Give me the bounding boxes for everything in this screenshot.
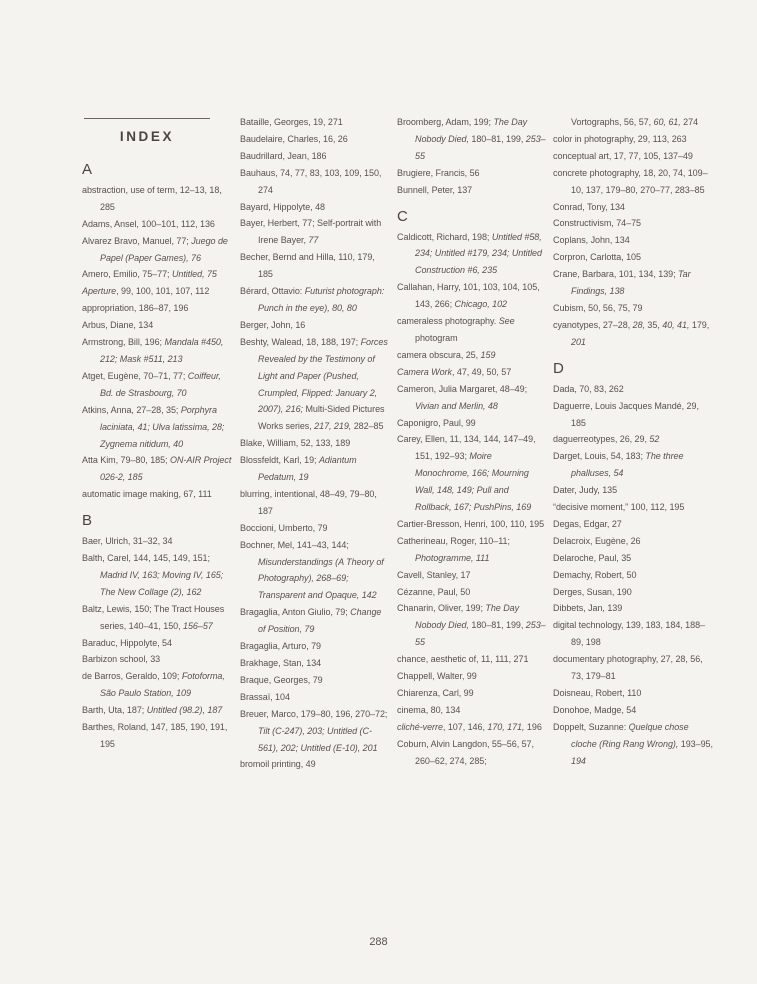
entry-text: Bayard, Hippolyte, 48 bbox=[240, 201, 325, 212]
entry-text: Cavell, Stanley, 17 bbox=[397, 569, 471, 580]
index-entry bbox=[240, 249, 390, 283]
index-entry bbox=[397, 165, 547, 182]
entry-italic-text: 217, 219, bbox=[314, 421, 352, 432]
entry-italic-text: 28, bbox=[632, 319, 645, 330]
entry-italic-text: Forces Revealed by the Testimony of Light and Paper (Pushed, Crumpled, Flipped: January 2, 2007), 216; bbox=[258, 336, 388, 415]
entry-text: Crane, Barbara, 101, 134, 139; bbox=[553, 269, 679, 280]
entry-text: Multi-Sided Pictures Works series, bbox=[258, 404, 385, 432]
index-entry bbox=[553, 148, 713, 165]
entry-text: Doisneau, Robert, 110 bbox=[553, 688, 642, 698]
entry-text: Bauhaus, 74, 77, 83, 103, 109, 150, 274 bbox=[240, 167, 382, 195]
entry-italic-text: 77 bbox=[308, 235, 319, 246]
index-entry bbox=[240, 537, 390, 605]
entry-text: Daguerre, Louis Jacques Mandé, 29, 185 bbox=[553, 400, 699, 428]
index-entry bbox=[553, 199, 713, 216]
entry-text: Becher, Bernd and Hilla, 110, 179, 185 bbox=[240, 252, 375, 280]
entry-text: Vortographs, 56, 57, bbox=[571, 117, 654, 127]
index-entry bbox=[397, 685, 547, 702]
index-entry bbox=[553, 550, 713, 567]
index-entry bbox=[553, 651, 713, 685]
entry-text: abstraction, use of term, 12–13, 18, 285 bbox=[82, 184, 222, 212]
entry-text: Broomberg, Adam, 199; bbox=[397, 117, 494, 127]
index-entry bbox=[240, 199, 390, 216]
index-heading: INDEX bbox=[119, 129, 175, 144]
section-letter: C bbox=[397, 207, 408, 225]
index-entry bbox=[397, 347, 547, 364]
index-entry bbox=[82, 651, 234, 668]
index-entry bbox=[553, 685, 713, 702]
entry-text: Caponigro, Paul, 99 bbox=[397, 417, 476, 428]
index-entry bbox=[397, 736, 547, 770]
entry-text: Baer, Ulrich, 31–32, 34 bbox=[82, 536, 173, 547]
entry-text: Brakhage, Stan, 134 bbox=[240, 658, 322, 668]
index-entry bbox=[397, 516, 547, 533]
entry-text: 193–95, bbox=[678, 738, 713, 749]
index-entry bbox=[240, 520, 390, 537]
entry-text: Brugiere, Francis, 56 bbox=[397, 167, 480, 178]
index-entry bbox=[553, 249, 713, 266]
entry-italic-text: Mandala #450, 212; Mask #511, 213 bbox=[100, 337, 224, 364]
index-entry bbox=[82, 550, 234, 601]
index-entry bbox=[553, 114, 713, 131]
entry-text: Catherineau, Roger, 110–11; bbox=[397, 535, 510, 546]
entry-italic-text: Porphyra laciniata, 41; Ulva latissima, 28; Zygnema nitidum, 40 bbox=[100, 404, 225, 449]
entry-text: de Barros, Geraldo, 109; bbox=[82, 671, 182, 682]
entry-text: Conrad, Tony, 134 bbox=[553, 201, 625, 212]
index-entry bbox=[82, 216, 234, 233]
index-entry bbox=[397, 381, 547, 415]
index-column-4 bbox=[553, 114, 713, 770]
index-entry bbox=[240, 148, 390, 165]
entry-text: Blake, William, 52, 133, 189 bbox=[240, 438, 351, 449]
entry-text: blurring, intentional, 48–49, 79–80, 187 bbox=[240, 488, 377, 516]
entry-text: Braque, Georges, 79 bbox=[240, 674, 323, 685]
entry-text: Adams, Ansel, 100–101, 112, 136 bbox=[82, 218, 215, 229]
entry-text: appropriation, 186–87, 196 bbox=[82, 303, 189, 314]
entry-text: 196 bbox=[524, 721, 542, 732]
entry-text: Bunnell, Peter, 137 bbox=[397, 184, 473, 195]
entry-text: Constructivism, 74–75 bbox=[553, 218, 641, 229]
index-entry bbox=[553, 617, 713, 651]
index-entry bbox=[397, 668, 547, 685]
entry-text: , 47, 49, 50, 57 bbox=[451, 366, 512, 377]
index-entry bbox=[553, 719, 713, 770]
entry-italic-text: The Day Nobody Died, bbox=[415, 603, 520, 631]
entry-italic-text: Misunderstandings (A Theory of Photography), 268–69; Transparent and Opaque, 142 bbox=[258, 556, 384, 601]
entry-text: Arbus, Diane, 134 bbox=[82, 320, 154, 331]
entry-italic-text: Vivian and Merlin, 48 bbox=[415, 400, 498, 411]
index-entry bbox=[82, 668, 234, 702]
entry-text: color in photography, 29, 113, 263 bbox=[553, 133, 687, 144]
entry-italic-text: ON-AIR Project 026-2, 185 bbox=[100, 455, 232, 483]
entry-text: Doppelt, Suzanne: bbox=[553, 721, 629, 732]
index-entry bbox=[240, 486, 390, 520]
entry-text: Alvarez Bravo, Manuel, 77; bbox=[82, 235, 192, 246]
index-entry bbox=[82, 368, 234, 402]
entry-italic-text: Futurist photograph: Punch in the eye), 80, 80 bbox=[258, 286, 385, 313]
entry-italic-text: Chicago, 102 bbox=[454, 299, 507, 310]
index-entry bbox=[397, 182, 547, 199]
index-entry bbox=[82, 317, 234, 334]
index-entry bbox=[553, 317, 713, 351]
index-entry bbox=[553, 131, 713, 148]
entry-text: Atget, Eugène, 70–71, 77; bbox=[82, 370, 188, 381]
index-column-3 bbox=[397, 114, 547, 770]
entry-text: Baudelaire, Charles, 16, 26 bbox=[240, 133, 348, 144]
entry-text: Callahan, Harry, 101, 103, 104, 105, 143, 266; bbox=[397, 282, 540, 310]
index-entry bbox=[82, 300, 234, 317]
entry-text: Caldicott, Richard, 198; bbox=[397, 231, 492, 242]
entry-text: Donohoe, Madge, 54 bbox=[553, 704, 637, 715]
entry-text: Bochner, Mel, 141–43, 144; bbox=[240, 539, 349, 550]
index-entry bbox=[240, 317, 390, 334]
index-entry bbox=[240, 655, 390, 672]
section-letter: D bbox=[553, 359, 564, 377]
index-entry bbox=[397, 600, 547, 651]
index-entry bbox=[553, 567, 713, 584]
entry-italic-text: 60, 61, bbox=[653, 117, 681, 127]
index-entry bbox=[397, 229, 547, 280]
entry-italic-text: Adiantum Pedatum, 19 bbox=[258, 455, 357, 483]
entry-text: Balth, Carel, 144, 145, 149, 151; bbox=[82, 553, 210, 564]
entry-text: Baraduc, Hippolyte, 54 bbox=[82, 637, 172, 648]
entry-text: Cartier-Bresson, Henri, 100, 110, 195 bbox=[397, 518, 545, 529]
entry-text: Delacroix, Eugène, 26 bbox=[553, 535, 641, 546]
entry-text: Bérard, Ottavio: bbox=[240, 286, 305, 297]
index-entry bbox=[553, 499, 713, 516]
entry-text: Degas, Edgar, 27 bbox=[553, 518, 622, 529]
index-entry bbox=[82, 266, 234, 283]
index-entry bbox=[553, 702, 713, 719]
entry-text: Boccioni, Umberto, 79 bbox=[240, 522, 328, 533]
entry-text: bromoil printing, 49 bbox=[240, 759, 316, 770]
entry-italic-text: Quelque chose cloche (Ring Rang Wrong), bbox=[571, 721, 689, 749]
entry-italic-text: Untitled, 75 bbox=[171, 269, 217, 280]
entry-text: Brassaï, 104 bbox=[240, 691, 290, 702]
index-entry bbox=[553, 232, 713, 249]
entry-text: Coplans, John, 134 bbox=[553, 235, 630, 246]
entry-text: Beshty, Walead, 18, 188, 197; bbox=[240, 336, 361, 347]
index-entry bbox=[240, 638, 390, 655]
index-entry bbox=[553, 215, 713, 232]
entry-text: cyanotypes, 27–28, bbox=[553, 319, 633, 330]
index-entry bbox=[240, 756, 390, 773]
index-entry bbox=[82, 402, 234, 453]
entry-italic-text: The three phalluses, 54 bbox=[571, 451, 684, 479]
entry-text: Bragaglia, Anton Giulio, 79; bbox=[240, 607, 351, 618]
index-entry bbox=[240, 165, 390, 199]
entry-text: 180–81, 199, bbox=[468, 620, 526, 631]
index-column-1 bbox=[82, 114, 234, 753]
index-entry bbox=[397, 567, 547, 584]
index-entry bbox=[397, 651, 547, 668]
heading-rule bbox=[84, 118, 210, 119]
entry-text: Chiarenza, Carl, 99 bbox=[397, 688, 474, 698]
index-entry bbox=[240, 435, 390, 452]
index-entry bbox=[240, 131, 390, 148]
entry-italic-text: See bbox=[498, 316, 515, 327]
index-entry bbox=[397, 279, 547, 313]
entry-italic-text: Aperture bbox=[82, 286, 117, 297]
entry-text: daguerreotypes, 26, 29, bbox=[553, 434, 650, 445]
index-entry bbox=[82, 635, 234, 652]
entry-text: Armstrong, Bill, 196; bbox=[82, 337, 165, 348]
page-number: 288 bbox=[369, 936, 388, 948]
entry-text: photogram bbox=[415, 332, 458, 343]
section-letter: B bbox=[82, 512, 92, 530]
entry-italic-text: 170, 171, bbox=[487, 721, 525, 732]
entry-text: Barth, Uta, 187; bbox=[82, 705, 147, 716]
entry-italic-text: Fotoforma, São Paulo Station, 109 bbox=[100, 671, 225, 699]
index-entry bbox=[240, 334, 390, 435]
index-entry bbox=[397, 431, 547, 516]
index-entry bbox=[82, 182, 234, 216]
entry-italic-text: 253–55 bbox=[415, 133, 546, 161]
index-entry bbox=[553, 482, 713, 499]
index-entry bbox=[553, 431, 713, 448]
entry-text: cinema, 80, 134 bbox=[397, 704, 461, 715]
index-entry bbox=[553, 448, 713, 482]
entry-text: Derges, Susan, 190 bbox=[553, 586, 632, 597]
entry-italic-text: 159 bbox=[480, 349, 496, 360]
index-entry bbox=[240, 114, 390, 131]
index-entry bbox=[240, 283, 390, 317]
entry-text: documentary photography, 27, 28, 56, 73, 179–81 bbox=[553, 654, 703, 682]
entry-text: camera obscura, 25, bbox=[397, 349, 481, 360]
entry-italic-text: Moire Monochrome, 166; Mourning Wall, 148, 149; Pull and Rollback, 167; PushPins, 169 bbox=[415, 451, 532, 513]
index-entry bbox=[397, 364, 547, 381]
index-entry bbox=[397, 702, 547, 719]
entry-text: Dibbets, Jan, 139 bbox=[553, 603, 623, 614]
index-entry bbox=[553, 300, 713, 317]
section-letter: A bbox=[82, 160, 92, 178]
index-entry bbox=[240, 452, 390, 486]
entry-italic-text: 253–55 bbox=[415, 620, 546, 648]
entry-italic-text: Tilt (C-247), 203; Untitled (C-561), 202; Untitled (E-10), 201 bbox=[258, 725, 378, 753]
entry-text: 274 bbox=[680, 117, 699, 127]
entry-italic-text: 40, 41, bbox=[662, 319, 690, 330]
entry-italic-text: Change of Position, 79 bbox=[258, 607, 382, 635]
entry-text: 35, bbox=[644, 319, 663, 330]
entry-italic-text: 52 bbox=[649, 434, 660, 445]
entry-text: Bragaglia, Arturo, 79 bbox=[240, 641, 322, 652]
entry-text: Barthes, Roland, 147, 185, 190, 191, 195 bbox=[82, 722, 228, 749]
index-entry bbox=[82, 334, 234, 368]
entry-italic-text: Juego de Papel (Paper Games), 76 bbox=[100, 235, 228, 263]
entry-italic-text: Untitled #58, 234; Untitled #179, 234; Untitled Construction #6, 235 bbox=[415, 231, 542, 276]
entry-italic-text: Photogramme, 111 bbox=[415, 552, 490, 563]
entry-text: , 107, 146, bbox=[442, 721, 488, 732]
entry-text: Corpron, Carlotta, 105 bbox=[553, 252, 641, 263]
index-entry bbox=[82, 486, 234, 503]
entry-italic-text: 194 bbox=[571, 755, 586, 766]
entry-text: cameraless photography. bbox=[397, 316, 499, 327]
entry-italic-text: Madrid IV, 163; Moving IV, 165; The New Collage (2), 162 bbox=[100, 569, 224, 597]
index-entry bbox=[553, 600, 713, 617]
entry-text: 179, bbox=[689, 319, 710, 330]
entry-text: Darget, Louis, 54, 183; bbox=[553, 451, 646, 462]
index-entry bbox=[397, 313, 547, 347]
index-entry bbox=[553, 584, 713, 601]
index-entry bbox=[553, 398, 713, 432]
entry-text: Atta Kim, 79–80, 185; bbox=[82, 455, 170, 466]
index-entry bbox=[240, 215, 390, 249]
entry-text: Cameron, Julia Margaret, 48–49; bbox=[397, 383, 528, 394]
index-entry bbox=[397, 584, 547, 601]
entry-italic-text: 201 bbox=[571, 336, 586, 347]
entry-text: Coburn, Alvin Langdon, 55–56, 57, 260–62, 274, 285; bbox=[397, 738, 534, 766]
index-entry bbox=[553, 165, 713, 199]
entry-text: Bayer, Herbert, 77; Self-portrait with Irene Bayer, bbox=[240, 218, 382, 246]
index-entry bbox=[240, 672, 390, 689]
entry-text: Bataille, Georges, 19, 271 bbox=[240, 117, 343, 127]
entry-italic-text: The Day Nobody Died, bbox=[415, 117, 528, 144]
entry-text: chance, aesthetic of, 11, 111, 271 bbox=[397, 654, 529, 665]
index-entry bbox=[82, 601, 234, 635]
entry-text: concrete photography, 18, 20, 74, 109–10, 137, 179–80, 270–77, 283–85 bbox=[553, 167, 708, 195]
entry-italic-text: Untitled (98.2), 187 bbox=[146, 705, 223, 716]
index-entry bbox=[553, 533, 713, 550]
index-entry bbox=[397, 114, 547, 165]
entry-italic-text: cliché-verre bbox=[397, 721, 443, 732]
entry-text: Chanarin, Oliver, 199; bbox=[397, 603, 486, 614]
entry-text: Blossfeldt, Karl, 19; bbox=[240, 455, 319, 466]
entry-text: Cézanne, Paul, 50 bbox=[397, 586, 471, 597]
index-entry bbox=[82, 719, 234, 753]
index-entry bbox=[82, 702, 234, 719]
entry-text: Dater, Judy, 135 bbox=[553, 485, 618, 496]
entry-italic-text: Coiffeur, Bd. de Strasbourg, 70 bbox=[100, 370, 221, 398]
index-entry bbox=[397, 415, 547, 432]
entry-italic-text: 156–57 bbox=[183, 620, 213, 631]
index-entry bbox=[397, 533, 547, 567]
entry-text: 180–81, 199, bbox=[468, 133, 526, 144]
index-entry bbox=[553, 516, 713, 533]
index-column-2 bbox=[240, 114, 390, 773]
entry-text: conceptual art, 17, 77, 105, 137–49 bbox=[553, 150, 693, 161]
entry-text: Carey, Ellen, 11, 134, 144, 147–49, 151, 192–93; bbox=[397, 434, 536, 462]
entry-text: digital technology, 139, 183, 184, 188–89, 198 bbox=[553, 620, 706, 648]
index-entry bbox=[553, 381, 713, 398]
index-entry bbox=[240, 689, 390, 706]
entry-text: Breuer, Marco, 179–80, 196, 270–72; bbox=[240, 708, 388, 719]
entry-text: “decisive moment,” 100, 112, 195 bbox=[553, 502, 685, 513]
entry-text: automatic image making, 67, 111 bbox=[82, 489, 212, 500]
index-entry bbox=[553, 266, 713, 300]
entry-text: Delaroche, Paul, 35 bbox=[553, 552, 632, 563]
entry-text: Atkins, Anna, 27–28, 35; bbox=[82, 404, 181, 415]
entry-text: Baudrillard, Jean, 186 bbox=[240, 150, 327, 161]
index-entry bbox=[82, 283, 234, 300]
entry-text: Demachy, Robert, 50 bbox=[553, 569, 637, 580]
index-entry bbox=[82, 233, 234, 267]
entry-text: Berger, John, 16 bbox=[240, 319, 306, 330]
index-entry bbox=[82, 452, 234, 486]
entry-text: Baltz, Lewis, 150; The Tract Houses series, 140–41, 150, bbox=[82, 603, 225, 631]
entry-text: Amero, Emilio, 75–77; bbox=[82, 269, 172, 280]
index-entry bbox=[397, 719, 547, 736]
entry-text: 282–85 bbox=[351, 421, 384, 432]
entry-text: Dada, 70, 83, 262 bbox=[553, 383, 624, 394]
entry-text: , 99, 100, 101, 107, 112 bbox=[116, 286, 210, 297]
index-entry bbox=[240, 706, 390, 757]
entry-text: Barbizon school, 33 bbox=[82, 654, 161, 665]
entry-text: Chappell, Walter, 99 bbox=[397, 671, 477, 682]
entry-italic-text: Camera Work bbox=[397, 366, 452, 377]
index-entry bbox=[240, 604, 390, 638]
entry-italic-text: Tar Findings, 138 bbox=[571, 269, 691, 297]
index-entry bbox=[82, 533, 234, 550]
entry-text: Cubism, 50, 56, 75, 79 bbox=[553, 302, 643, 313]
